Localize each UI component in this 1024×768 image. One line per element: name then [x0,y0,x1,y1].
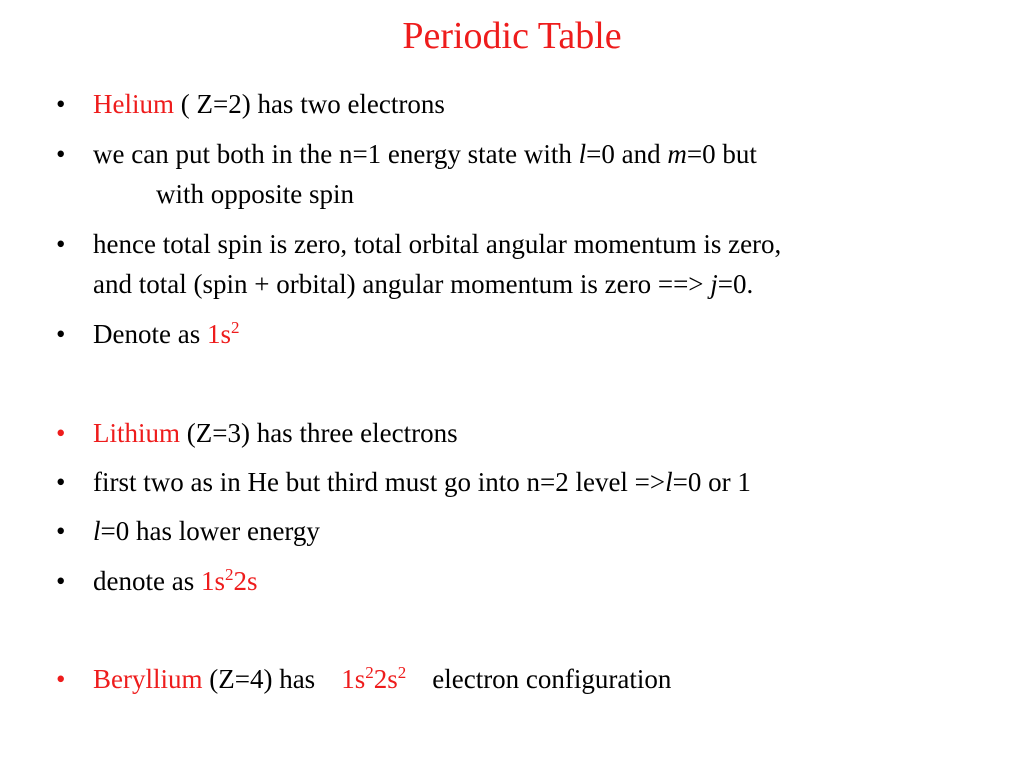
bullet-lithium-intro [56,413,976,453]
helium-configuration [207,319,240,349]
beryllium-configuration [341,664,406,694]
bullet-helium-spin [56,224,976,304]
symbol-l: l [665,467,673,497]
config-superscript: 2 [224,565,234,584]
config-superscript-2: 2 [397,663,407,682]
symbol-l: l [578,139,587,169]
element-name-beryllium: Beryllium [93,664,203,694]
bullet-dot: • [56,418,66,448]
config-superscript: 2 [230,318,240,337]
lithium-energy-text: =0 has lower energy [100,516,320,546]
lithium-description: (Z=3) has three electrons [180,418,458,448]
bullet-dot: • [56,229,66,259]
helium-denote-text: Denote as [93,319,207,349]
bullet-dot: • [56,566,66,596]
config-orbital: 1s [341,664,366,694]
bullet-dot: • [56,139,66,169]
element-name-lithium: Lithium [93,418,180,448]
symbol-j: j [710,269,718,299]
element-name-helium: Helium [93,89,174,119]
bullet-dot: • [56,467,66,497]
symbol-m: m [667,139,687,169]
bullet-helium-energy-state [56,134,976,214]
bullet-lithium-level [56,462,976,502]
lithium-level-text: first two as in He but third must go into n=2 level => [93,467,666,497]
helium-energy-text: we can put both in the n=1 energy state with [93,139,579,169]
helium-spin-text: hence total spin is zero, total orbital angular momentum is zero, [93,229,782,259]
config-superscript: 2 [365,663,374,682]
helium-spin-text-3: =0. [717,269,754,299]
config-orbital: 1s [200,566,225,596]
bullet-helium-denote [56,314,976,354]
config-orbital-2: 2s [233,566,258,596]
bullet-dot: • [56,319,66,349]
helium-energy-text-4: with opposite spin [156,179,355,209]
helium-description: ( Z=2) has two electrons [174,89,445,119]
config-orbital-2: 2s [373,664,398,694]
bullet-lithium-denote [56,561,976,601]
bullet-dot: • [56,516,66,546]
lithium-denote-text: denote as [93,566,201,596]
bullet-beryllium [56,659,976,699]
beryllium-description: (Z=4) has [202,664,316,694]
lithium-configuration [201,566,258,596]
beryllium-description-2: electron configuration [432,664,672,694]
helium-energy-text-2: =0 and [586,139,668,169]
bullet-dot: • [56,664,66,694]
lithium-level-text-2: =0 or 1 [672,467,751,497]
helium-spin-text-2: and total (spin + orbital) angular momentum is zero ==> [93,269,711,299]
bullet-lithium-energy [56,511,976,551]
config-orbital: 1s [206,319,231,349]
helium-energy-text-3: =0 but [686,139,757,169]
symbol-l: l [93,516,101,546]
bullet-helium-intro [56,84,976,124]
page-title: Periodic Table [402,15,622,57]
bullet-dot: • [56,89,66,119]
